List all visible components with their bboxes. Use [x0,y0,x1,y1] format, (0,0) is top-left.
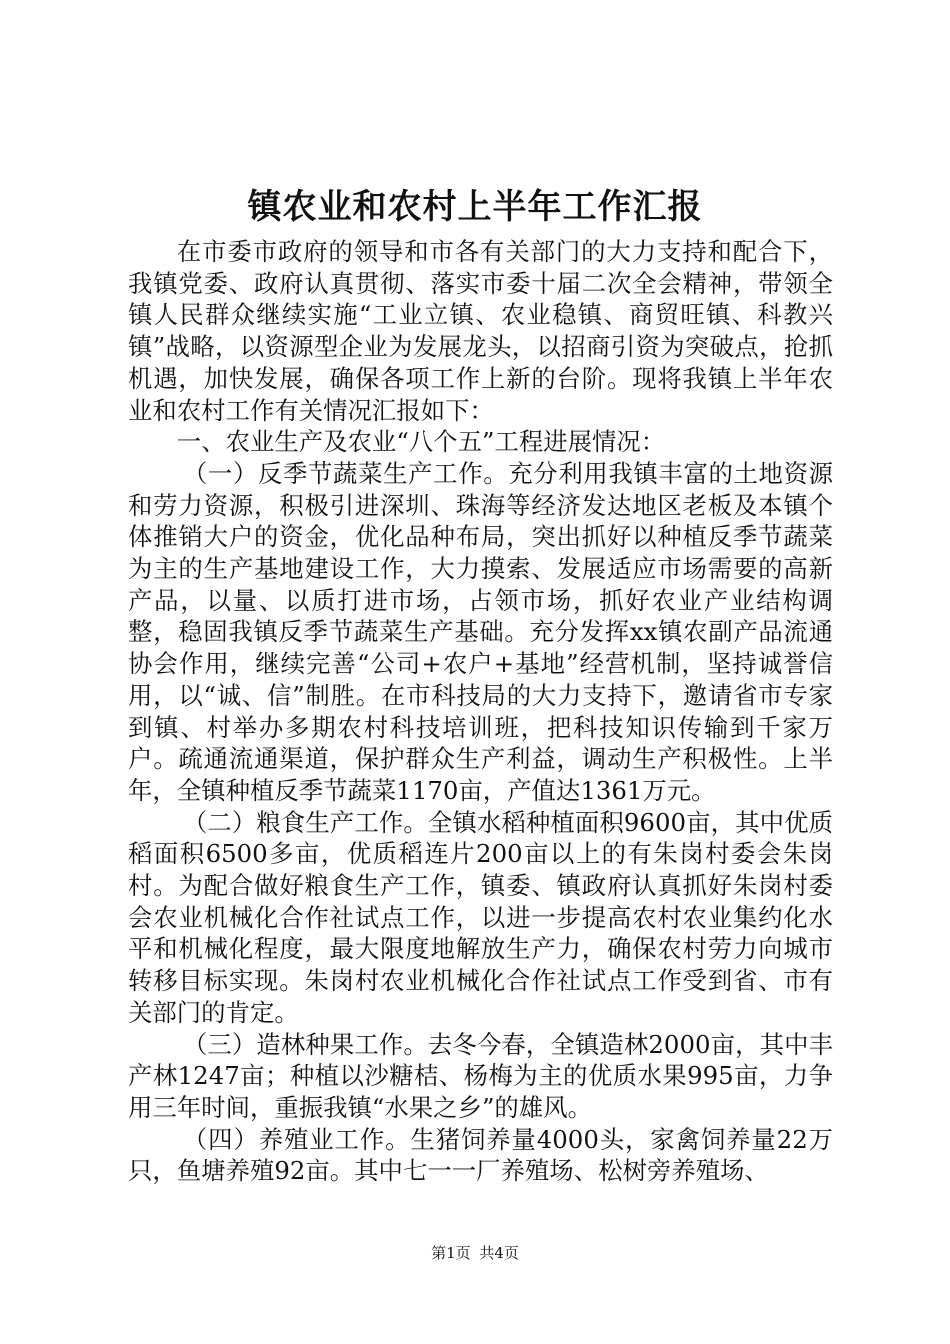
livestock-paragraph: （四）养殖业工作。生猪饲养量4000头，家禽饲养量22万只，鱼塘养殖92亩。其中七一一厂养殖场、松树旁养殖场、 [128,1124,833,1186]
intro-paragraph: 在市委市政府的领导和市各有关部门的大力支持和配合下，我镇党委、政府认真贯彻、落实市委十届二次全会精神，带领全镇人民群众继续实施“工业立镇、农业稳镇、商贸旺镇、科教兴镇”战略，以资源型企业为发展龙头，以招商引资为突破点，抢抓机遇，加快发展，确保各项工作上新的台阶。现将我镇上半年农业和农村工作有关情况汇报如下： [128,237,833,425]
page-footer [0,1243,950,1263]
document-title: 镇农业和农村上半年工作汇报 [247,187,703,227]
section-heading: 一、农业生产及农业“八个五”工程进展情况： [176,427,666,457]
document-body [128,236,833,1187]
grain-paragraph: （二）粮食生产工作。全镇水稻种植面积9600亩，其中优质稻面积6500多亩，优质稻连片200亩以上的有朱岗村委会朱岗村。为配合做好粮食生产工作，镇委、镇政府认真抓好朱岗村委会农业机械化合作社试点工作，以进一步提高农村农业集约化水平和机械化程度，最大限度地解放生产力，确保农村劳力向城市转移目标实现。朱岗村农业机械化合作社试点工作受到省、市有关部门的肯定。 [128,807,833,1027]
page-total: 共4页 [479,1244,519,1262]
page-number: 第1页 [431,1244,471,1262]
forestry-paragraph: （三）造林种果工作。去冬今春，全镇造林2000亩，其中丰产林1247亩；种植以沙糖桔、杨梅为主的优质水果995亩，力争用三年时间，重振我镇“水果之乡”的雄风。 [128,1029,833,1122]
vegetable-paragraph: （一）反季节蔬菜生产工作。充分利用我镇丰富的土地资源和劳力资源，积极引进深圳、珠海等经济发达地区老板及本镇个体推销大户的资金，优化品种布局，突出抓好以种植反季节蔬菜为主的生产基地建设工作，大力摸索、发展适应市场需要的高新产品，以量、以质打进市场，占领市场，抓好农业产业结构调整，稳固我镇反季节蔬菜生产基础。充分发挥xx镇农副产品流通协会作用，继续完善“公司+农户+基地”经营机制，坚持诚誉信用，以“诚、信”制胜。在市科技局的大力支持下，邀请省市专家到镇、村举办多期农村科技培训班，把科技知识传输到千家万户。疏通流通渠道，保护群众生产利益，调动生产积极性。上半年，全镇种植反季节蔬菜1170亩，产值达1361万元。 [128,458,833,805]
